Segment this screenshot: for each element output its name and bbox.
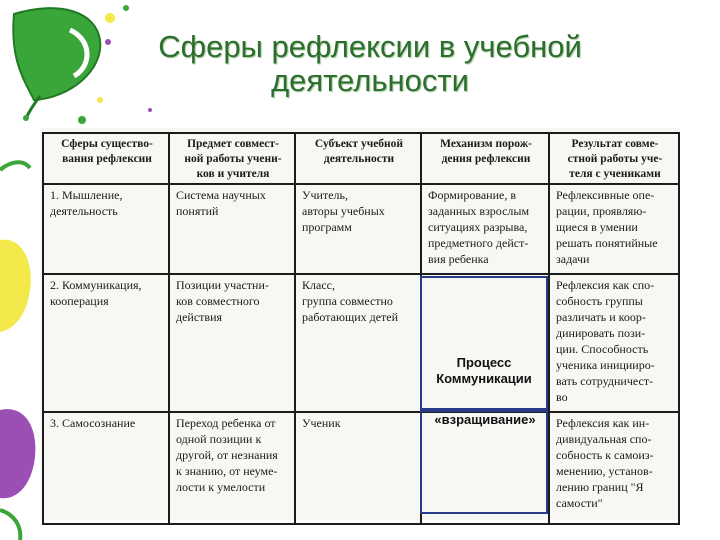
yellow-leaf-icon — [0, 240, 31, 332]
header-cell: Сферы существо- вания рефлексии — [43, 133, 169, 184]
process-communication-label: Процесс Коммуникации — [436, 355, 532, 386]
table-cell: 1. Мышление, деятельность — [43, 184, 169, 274]
reflection-table — [42, 132, 680, 525]
table-row — [43, 184, 679, 274]
process-highlight-box — [420, 276, 548, 410]
purple-leaf-icon — [0, 409, 35, 498]
table-cell: 3. Самосознание — [43, 412, 169, 524]
table-cell: Класс, группа совместно работающих детей — [295, 274, 421, 412]
table-cell: Рефлексия как ин- дивидуальная спо- собность к самоиз- менению, установ- лению границ "Я самости" — [549, 412, 679, 524]
table-row — [43, 274, 679, 412]
slide-title: Сферы рефлексии в учебной деятельности — [158, 29, 582, 98]
header-cell: Субъект учебной деятельности — [295, 133, 421, 184]
leaf-curl-icon — [70, 30, 87, 76]
header-cell: Предмет совмест- ной работы учени- ков и учителя — [169, 133, 295, 184]
table-row — [43, 412, 679, 524]
header-cell: Механизм порож- дения рефлексии — [421, 133, 549, 184]
table-cell: 2. Коммуникация, кооперация — [43, 274, 169, 412]
table-cell: Рефлексивные опе- рации, проявляю- щиеся в умении решать понятийные задачи — [549, 184, 679, 274]
table-cell: Учитель, авторы учебных программ — [295, 184, 421, 274]
table-cell: Формирование, в заданных взрослым ситуациях разрыва, предметного дейст- вия ребенка — [421, 184, 549, 274]
table-cell: Рефлексия как спо- собность группы различать и коор- динировать пози- ции. Способность ученика иницииро- вать сотрудничест- во — [549, 274, 679, 412]
table-cell: Система научных понятий — [169, 184, 295, 274]
table-cell: Переход ребенка от одной позиции к другой, от незнания к знанию, от неуме- лости к умелости — [169, 412, 295, 524]
growing-label: «взращивание» — [434, 412, 536, 427]
header-cell: Результат совме- стной работы уче- теля с учениками — [549, 133, 679, 184]
table-cell: Позиции участни- ков совместного действия — [169, 274, 295, 412]
header-row — [43, 133, 679, 184]
leaf-icon — [13, 8, 100, 100]
dot-icon — [105, 13, 115, 23]
table-cell: Ученик — [295, 412, 421, 524]
